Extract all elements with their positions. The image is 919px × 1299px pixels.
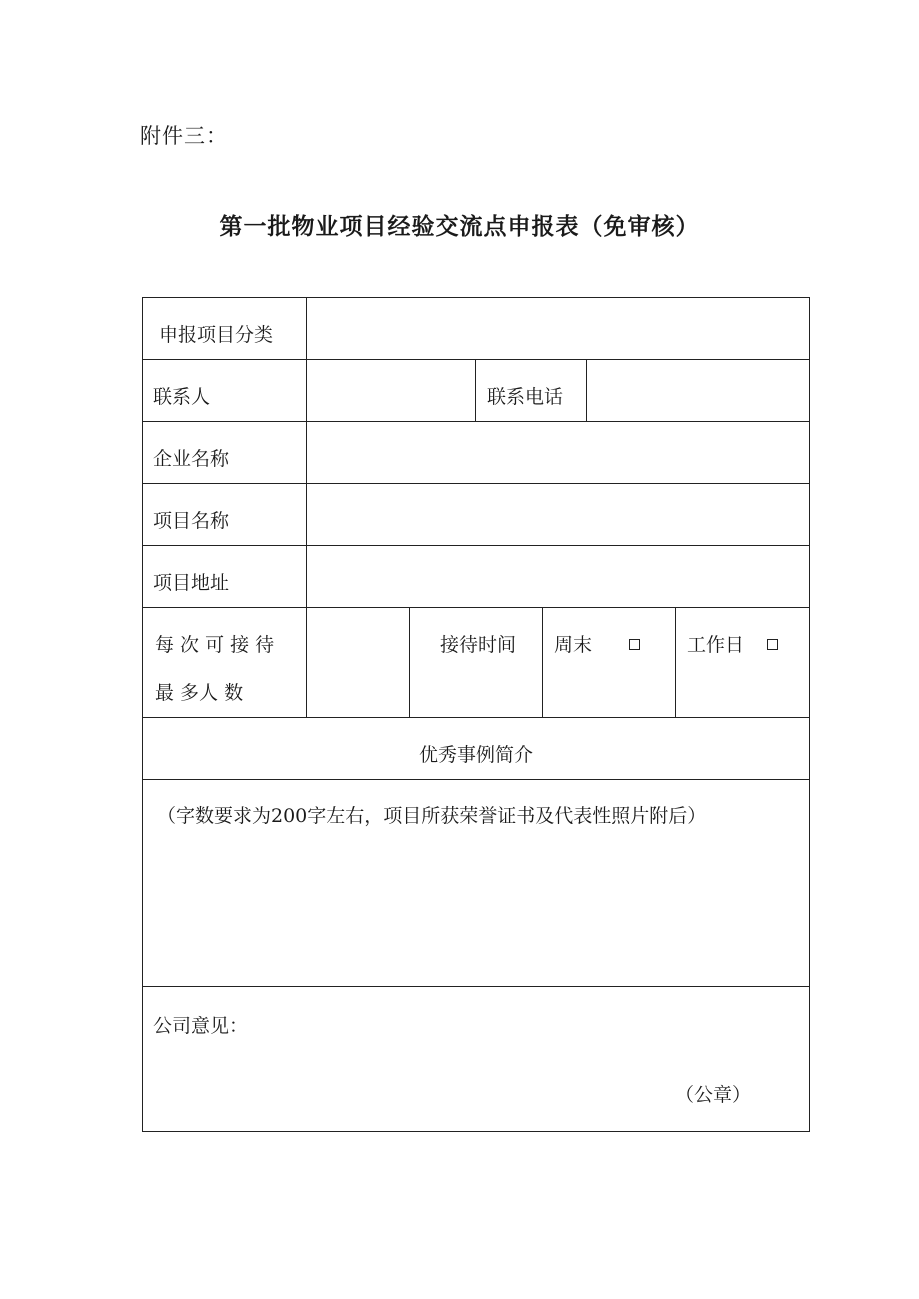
seal-label: （公章）: [675, 1084, 752, 1106]
weekend-label: 周末: [554, 634, 593, 656]
row-divider: [143, 717, 809, 718]
max-visitors-field[interactable]: [308, 609, 408, 716]
row-divider: [143, 545, 809, 546]
row-divider: [143, 986, 809, 987]
weekend-checkbox[interactable]: [629, 639, 640, 650]
weekday-label: 工作日: [687, 634, 745, 656]
case-intro-hint: （字数要求为200字左右，项目所获荣誉证书及代表性照片附后）: [157, 805, 707, 827]
project-address-label: 项目地址: [153, 572, 230, 594]
row-divider: [143, 483, 809, 484]
application-form-table: [142, 297, 810, 1132]
company-opinion-textarea[interactable]: [144, 1046, 808, 1076]
contact-phone-field[interactable]: [588, 361, 808, 420]
column-divider: [475, 360, 476, 422]
company-name-label: 企业名称: [153, 448, 230, 470]
column-divider: [542, 608, 543, 718]
reception-time-label: 接待时间: [440, 634, 517, 656]
category-label: 申报项目分类: [159, 324, 274, 346]
max-visitors-label-line2: 最 多人 数: [155, 682, 244, 704]
company-name-field[interactable]: [308, 423, 808, 482]
row-divider: [143, 607, 809, 608]
attachment-label: 附件三：: [140, 124, 228, 148]
project-address-field[interactable]: [308, 547, 808, 606]
column-divider: [409, 608, 410, 718]
case-intro-header: 优秀事例简介: [418, 744, 533, 766]
project-name-field[interactable]: [308, 485, 808, 544]
max-visitors-label-line1: 每 次 可 接 待: [155, 634, 275, 656]
contact-phone-label: 联系电话: [487, 386, 564, 408]
contact-person-label: 联系人: [153, 386, 211, 408]
column-divider: [586, 360, 587, 422]
column-divider: [675, 608, 676, 718]
weekday-checkbox[interactable]: [767, 639, 778, 650]
company-opinion-label: 公司意见：: [153, 1015, 249, 1037]
column-divider: [306, 298, 307, 718]
form-title: 第一批物业项目经验交流点申报表（免审核）: [219, 213, 700, 240]
project-name-label: 项目名称: [153, 510, 230, 532]
row-divider: [143, 779, 809, 780]
case-intro-textarea[interactable]: [144, 838, 808, 984]
contact-person-field[interactable]: [308, 361, 474, 420]
category-field[interactable]: [308, 299, 808, 358]
